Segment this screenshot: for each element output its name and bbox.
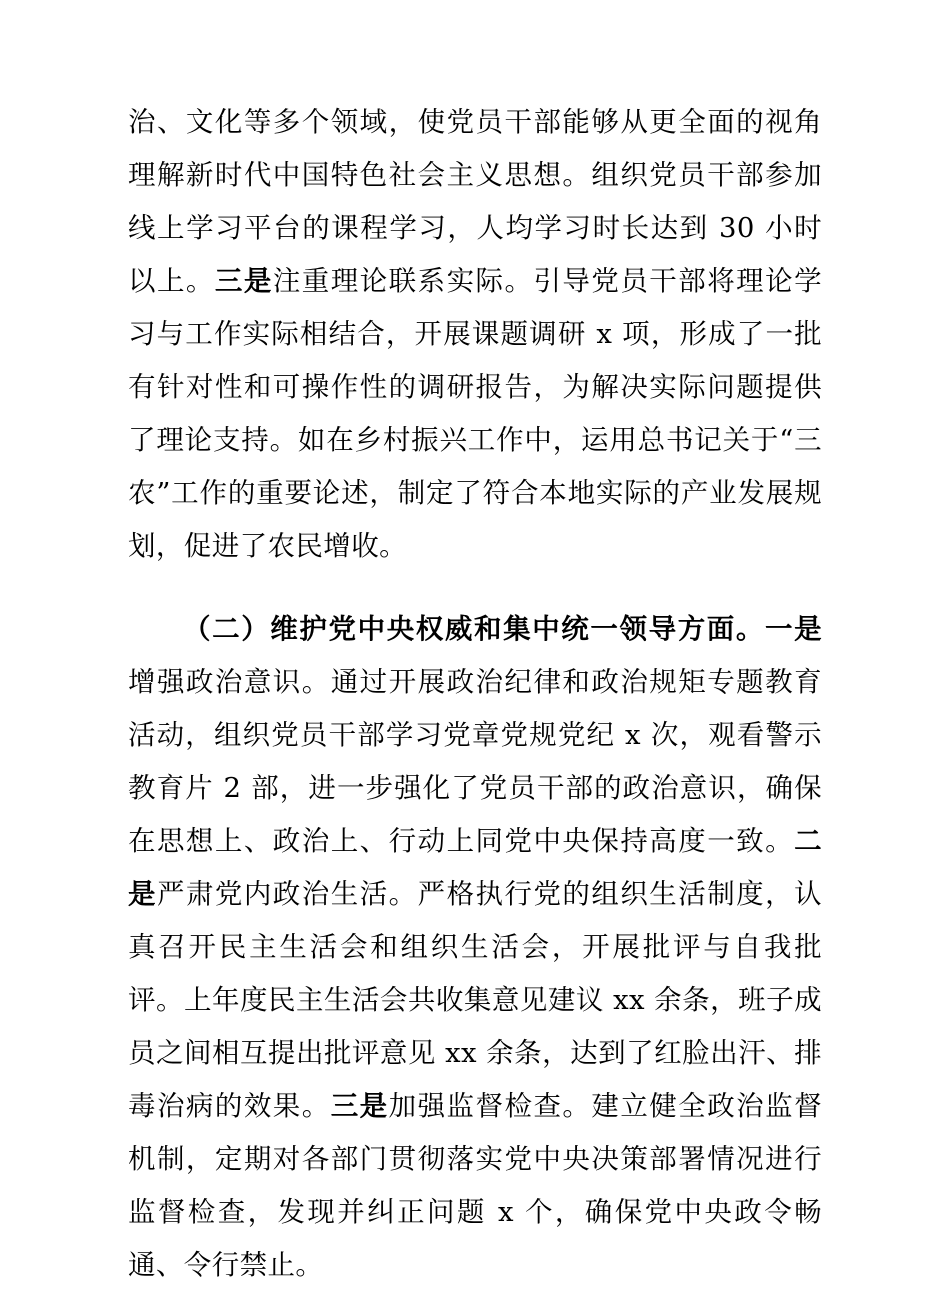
text-run: 增强政治意识。通过开展政治纪律和政治规矩专题教育活动，组织党员干部学习党章党规党纪 x 次，观看警示教育片 2 部，进一步强化了党员干部的政治意识，确保在思想上、政治上、行动上同党中央保持高度一致。 (128, 666, 822, 857)
paragraph (128, 96, 822, 573)
text-run: 加强监督检查。建立健全政治监督机制，定期对各部门贯彻落实党中央决策部署情况进行监督检查，发现并纠正问题 x 个，确保党中央政令畅通、令行禁止。 (128, 1090, 822, 1281)
text-run-bold: 二是 (128, 825, 822, 910)
text-run-bold: 三是 (214, 265, 273, 297)
text-run-bold: （二）维护党中央权威和集中统一领导方面。一是 (183, 613, 822, 645)
paragraph (128, 603, 822, 1292)
text-run: 严肃党内政治生活。严格执行党的组织生活制度，认真召开民主生活会和组织生活会，开展批评与自我批评。上年度民主生活会共收集意见建议 xx 余条，班子成员之间相互提出批评意见 xx 余条，达到了红脸出汗、排毒治病的效果。 (128, 878, 822, 1122)
text-run: 注重理论联系实际。引导党员干部将理论学习与工作实际相结合，开展课题调研 x 项，形成了一批有针对性和可操作性的调研报告，为解决实际问题提供了理论支持。如在乡村振兴工作中，运用总书记关于“三农”工作的重要论述，制定了符合本地实际的产业发展规划，促进了农民增收。 (128, 265, 822, 562)
text-run-bold: 三是 (330, 1090, 389, 1122)
text-run: 治、文化等多个领域，使党员干部能够从更全面的视角理解新时代中国特色社会主义思想。组织党员干部参加线上学习平台的课程学习，人均学习时长达到 30 小时以上。 (128, 106, 822, 297)
document-body (128, 96, 822, 1292)
